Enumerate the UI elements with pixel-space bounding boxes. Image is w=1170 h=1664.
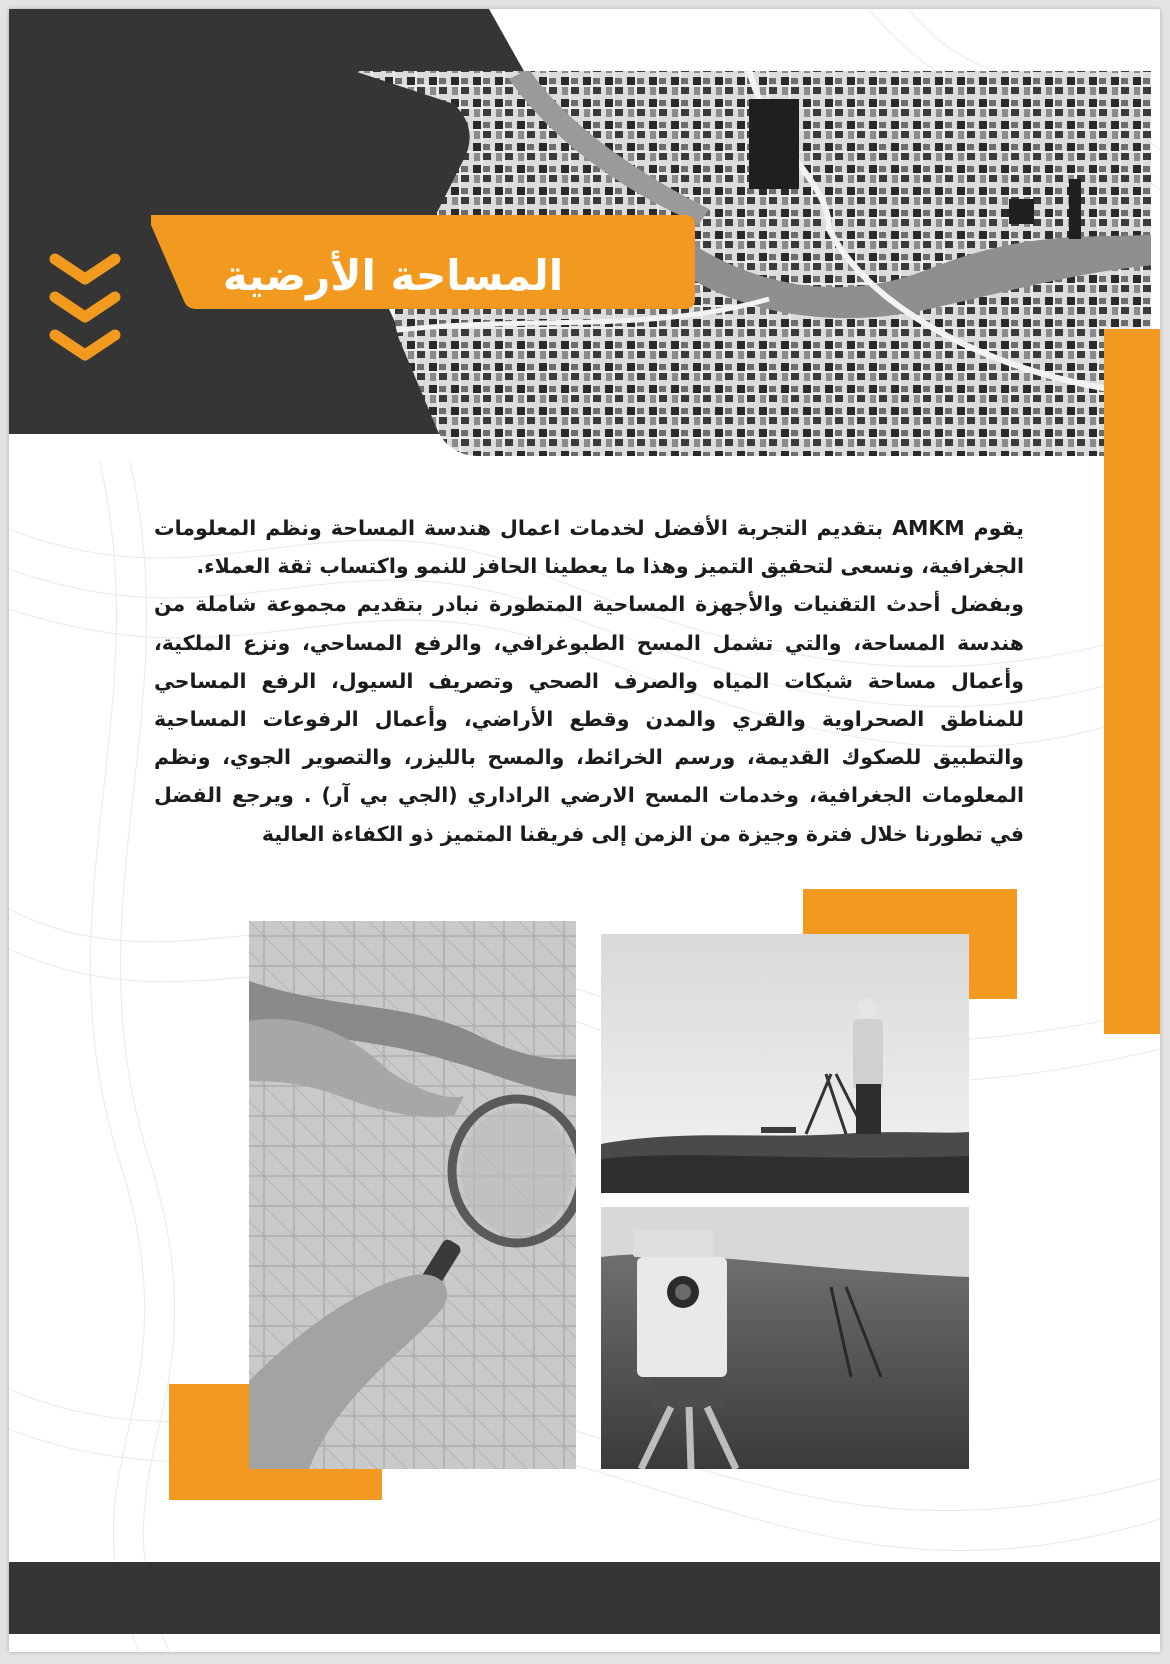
right-accent-bar: [1104, 329, 1160, 1034]
page-title: المساحة الأرضية: [222, 250, 564, 300]
total-station-photo: [601, 1207, 969, 1469]
body-text: [154, 509, 1024, 853]
paragraph-intro: يقوم AMKM بتقديم التجربة الأفضل لخدمات اعمال هندسة المساحة ونظم المعلومات الجغرافية، ونسعى لتحقيق التميز وهذا ما يعطينا الحافز للنمو واكتساب ثقة العملاء.: [154, 516, 1024, 579]
triple-chevron-down-icon: [45, 249, 125, 379]
brochure-page: [9, 9, 1160, 1652]
surveyor-field-photo: [601, 934, 969, 1193]
paragraph-services: وبفضل أحدث التقنيات والأجهزة المساحية المتطورة نبادر بتقديم مجموعة شاملة من هندسة المساحة، والتي تشمل المسح الطبوغرافي، والرفع المساحي، ونزع الملكية، وأعمال مساحة شبكات المياه والصرف الصحي وتصريف السيول، الرفع المساحي للمناطق الصحراوية والقري والمدن وقطع الأراضي، وأعمال الرفوعات المساحية والتطبيق للصكوك القديمة، ورسم الخرائط، والمسح بالليزر، والتصوير الجوي، ونظم المعلومات الجغرافية، وخدمات المسح الارضي الراداري (الجي بي آر) . ويرجع الفضل في تطورنا خلال فترة وجيزة من الزمن إلى فريقنا المتميز ذو الكفاءة العالية: [154, 592, 1024, 846]
magnifying-glass-map-photo: [249, 921, 576, 1469]
footer-bar: [9, 1562, 1160, 1634]
